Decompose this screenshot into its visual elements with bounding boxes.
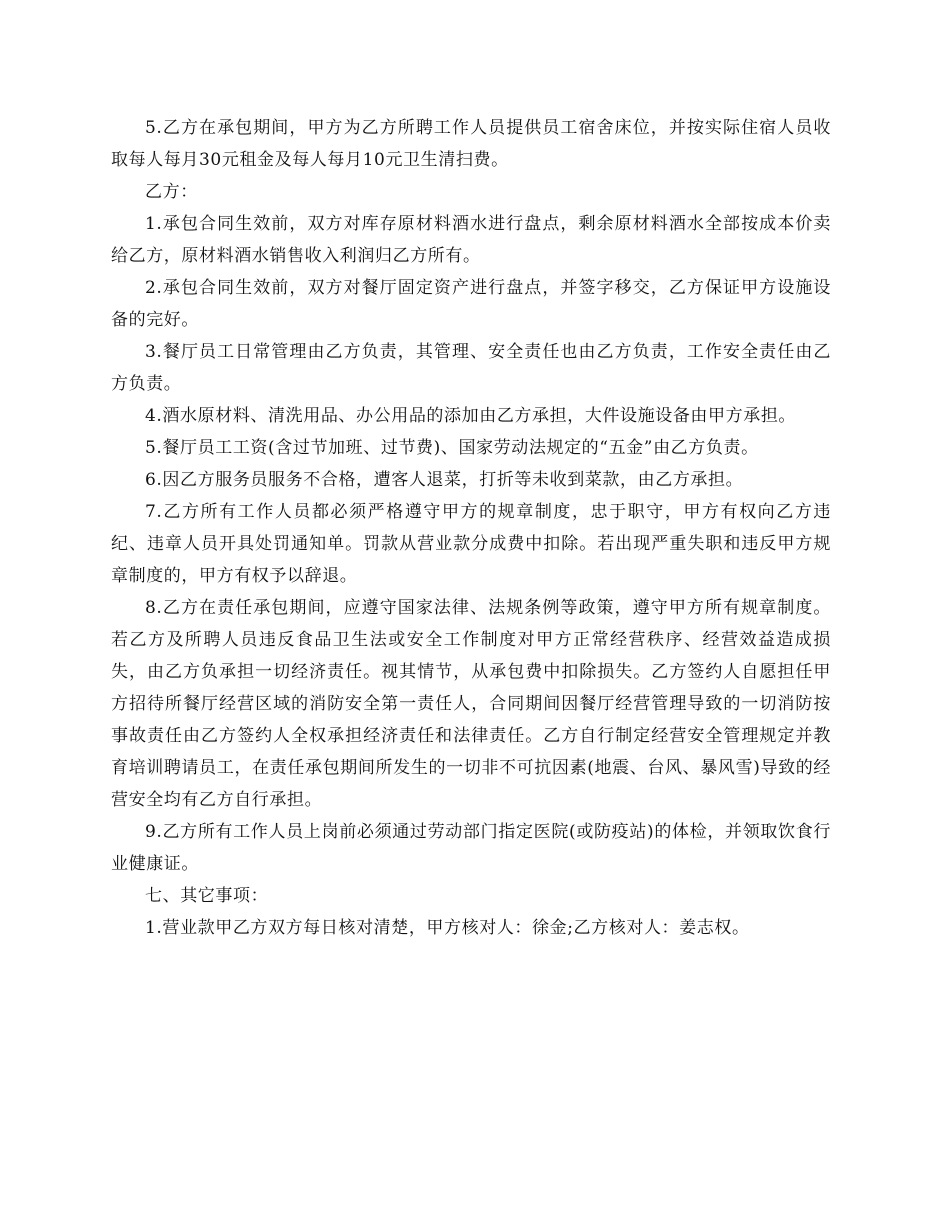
document-body [111,112,831,944]
paragraph-item-1: 1.承包合同生效前，双方对库存原材料酒水进行盘点，剩余原材料酒水全部按成本价卖给乙方，原材料酒水销售收入利润归乙方所有。 [111,214,831,266]
paragraph-item-5: 5.餐厅员工工资(含过节加班、过节费)、国家劳动法规定的“五金”由乙方负责。 [145,438,759,458]
paragraph-item-7: 7.乙方所有工作人员都必须严格遵守甲方的规章制度，忠于职守，甲方有权向乙方违纪、违章人员开具处罚通知单。罚款从营业款分成费中扣除。若出现严重失职和违反甲方规章制度的，甲方有权予以辞退。 [111,502,831,586]
paragraph-lodging-fee: 5.乙方在承包期间，甲方为乙方所聘工作人员提供员工宿舍床位，并按实际住宿人员收取每人每月30元租金及每人每月10元卫生清扫费。 [111,118,831,170]
section-heading-other-matters: 七、其它事项： [145,886,269,906]
paragraph-item-8: 8.乙方在责任承包期间，应遵守国家法律、法规条例等政策，遵守甲方所有规章制度。若乙方及所聘人员违反食品卫生法或安全工作制度对甲方正常经营秩序、经营效益造成损失，由乙方负承担一切经济责任。视其情节，从承包费中扣除损失。乙方签约人自愿担任甲方招待所餐厅经营区域的消防安全第一责任人，合同期间因餐厅经营管理导致的一切消防按事故责任由乙方签约人全权承担经济责任和法律责任。乙方自行制定经营安全管理规定并教育培训聘请员工，在责任承包期间所发生的一切非不可抗因素(地震、台风、暴风雪)导致的经营安全均有乙方自行承担。 [111,598,831,810]
paragraph-item-3: 3.餐厅员工日常管理由乙方负责，其管理、安全责任也由乙方负责，工作安全责任由乙方负责。 [111,342,831,394]
paragraph-item-6: 6.因乙方服务员服务不合格，遭客人退菜，打折等未收到菜款，由乙方承担。 [145,470,744,490]
paragraph-item-2: 2.承包合同生效前，双方对餐厅固定资产进行盘点，并签字移交，乙方保证甲方设施设备的完好。 [111,278,831,330]
paragraph-item-4: 4.酒水原材料、清洗用品、办公用品的添加由乙方承担，大件设施设备由甲方承担。 [145,406,797,426]
paragraph-item-9: 9.乙方所有工作人员上岗前必须通过劳动部门指定医院(或防疫站)的体检，并领取饮食行业健康证。 [111,822,831,874]
paragraph-other-item-1: 1.营业款甲乙方双方每日核对清楚，甲方核对人：徐金;乙方核对人：姜志权。 [145,918,750,938]
section-heading-party-b: 乙方： [145,182,198,202]
